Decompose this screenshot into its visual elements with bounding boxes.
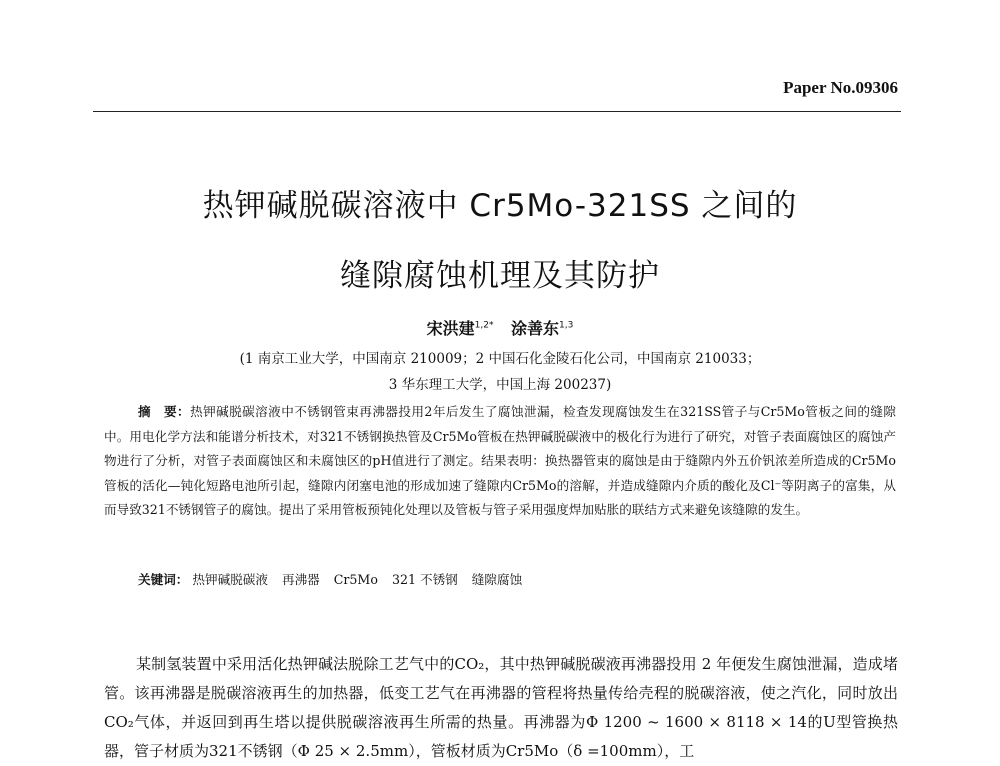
author-1 [427,319,494,338]
abstract-label: 摘 要： [138,404,191,419]
author-1-name: 宋洪建 [426,319,475,338]
title-line-2: 缝隙腐蚀机理及其防护 [340,258,660,294]
affiliation-line-1: (1 南京工业大学，中国南京 210009；2 中国石化金陵石化公司，中国南京 210033； [239,351,761,367]
affiliation-line-2: 3 华东理工大学，中国上海 200237) [388,377,612,393]
keyword: 缝隙腐蚀 [471,572,523,587]
keywords-label: 关键词： [138,572,189,587]
author-2 [511,319,573,338]
keyword: 再沸器 [281,572,320,587]
keyword: Cr5Mo [333,572,378,587]
paper-number: Paper No.09306 [783,78,898,97]
author-2-name: 涂善东 [511,319,560,338]
keyword: 321 不锈钢 [391,572,458,587]
abstract [104,400,896,523]
author-1-affiliation-mark: 1,2* [474,320,494,331]
body-paragraph: 某制氢装置中采用活化热钾碱法脱除工艺气中的CO₂，其中热钾碱脱碳液再沸器投用 2 年便发生腐蚀泄漏，造成堵管。该再沸器是脱碳溶液再生的加热器，低变工艺气在再沸器的管程将热量传给壳程的脱碳溶液，使之汽化，同时放出CO₂气体，并返回到再生塔以提供脱碳溶液再生所需的热量。再沸器为Φ 1200 ~ 1600 × 8118 × 14的U型管换热器，管子材质为321不锈钢（Φ 25 × 2.5mm），管板材质为Cr5Mo（δ =100mm），工 [104,655,898,760]
author-2-affiliation-mark: 1,3 [559,320,574,331]
authors [0,316,1000,339]
keywords [138,569,532,588]
abstract-text: 热钾碱脱碳溶液中不锈钢管束再沸器投用2年后发生了腐蚀泄漏，检查发现腐蚀发生在321SS管子与Cr5Mo管板之间的缝隙中。用电化学方法和能谱分析技术，对321不锈钢换热管及Cr5Mo管板在热钾碱脱碳液中的极化行为进行了研究，对管子表面腐蚀区的腐蚀产物进行了分析，对管子表面腐蚀区和未腐蚀区的pH值进行了测定。结果表明：换热器管束的腐蚀是由于缝隙内外五价钒浓差所造成的Cr5Mo管板的活化—钝化短路电池所引起，缝隙内闭塞电池的形成加速了缝隙内Cr5Mo的溶解，并造成缝隙内介质的酸化及Cl⁻等阴离子的富集，从而导致321不锈钢管子的腐蚀。提出了采用管板预钝化处理以及管板与管子采用强度焊加贴胀的联结方式来避免该缝隙的发生。 [104,404,897,517]
header-divider [93,111,901,112]
keyword: 热钾碱脱碳液 [192,572,268,587]
title-line-1: 热钾碱脱碳溶液中 Cr5Mo-321SS 之间的 [202,188,798,224]
